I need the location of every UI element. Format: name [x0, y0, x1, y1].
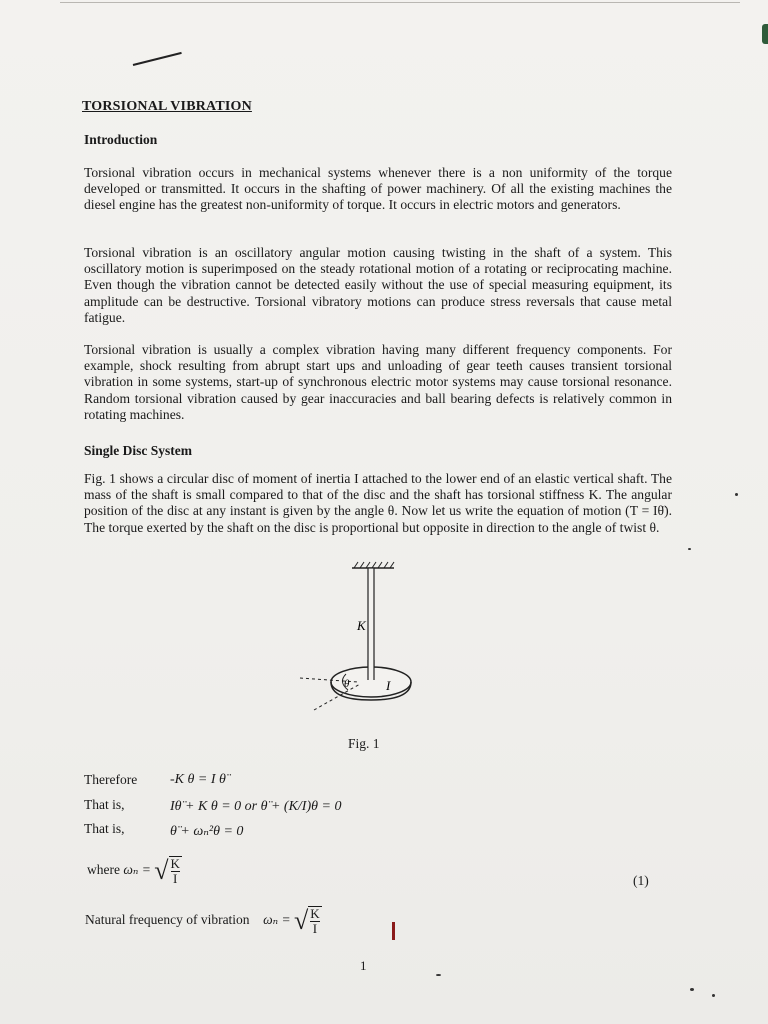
that-is-label-2: That is,	[84, 821, 125, 836]
scan-edge	[60, 2, 740, 3]
that-is-equation-2: θ̈ + ωₙ²θ = 0	[170, 824, 244, 839]
that-is-label-1: That is,	[84, 797, 125, 812]
single-disc-heading: Single Disc System	[84, 443, 192, 458]
label-theta: θ	[344, 678, 350, 690]
where-label: where	[87, 862, 120, 878]
page-number: 1	[360, 958, 367, 973]
red-pen-mark	[392, 922, 395, 940]
label-k: K	[357, 618, 366, 633]
natfreq-label: Natural frequency of vibration	[85, 912, 250, 928]
natfreq-omega-label: ωₙ =	[263, 912, 291, 928]
label-i: I	[386, 678, 391, 693]
intro-paragraph-3: Torsional vibration is usually a complex vibration having many different frequency components. For example, shock resulting from abrupt start ups and unloading of gear teeth causes transient torsional vibration in some systems, start-up of synchronous electric motor systems may cause torsional resonance. Random torsional vibration caused by gear inaccuracies and ball bearing defects is relatively common in rotating machines.	[84, 342, 672, 422]
fig1-disc-diagram	[298, 560, 438, 720]
intro-heading: Introduction	[84, 132, 158, 147]
intro-paragraph-1: Torsional vibration occurs in mechanical systems whenever there is a non uniformity of the torque developed or transmitted. It occurs in the shafting of power machinery. Of all the existing machines the diesel engine has the greatest non-uniformity of torque. It occurs in electric motors and generators.	[84, 165, 672, 213]
that-is-equation-1: Iθ̈ + K θ = 0 or θ̈ + (K/I)θ = 0	[170, 799, 342, 814]
omega-n-label: ωₙ =	[123, 862, 151, 878]
elastic-shaft	[368, 568, 374, 676]
page-title: TORSIONAL VIBRATION	[82, 99, 252, 114]
natural-frequency-equation	[85, 906, 322, 936]
therefore-label: Therefore	[84, 772, 138, 787]
intro-paragraph-2: Torsional vibration is an oscillatory angular motion causing twisting in the shaft of a system. This oscillatory motion is superimposed on the steady rotational motion of a rotating or reciprocating machine. Even though the vibration cannot be detected easily without the use of special measuring equipment, its amplitude can be destructive. Torsional vibratory motions can produce stress reversals that cause metal fatigue.	[84, 245, 672, 325]
scan-speck	[735, 493, 738, 496]
scan-speck	[690, 988, 694, 991]
frac-numerator: K	[170, 856, 180, 871]
natfreq-numerator: K	[310, 906, 320, 921]
single-disc-paragraph: Fig. 1 shows a circular disc of moment of inertia I attached to the lower end of an elastic vertical shaft. The mass of the shaft is small compared to that of the disc and the shaft has torsional stiffness K. The angular position of the disc at any instant is given by the angle θ. Now let us write the equation of motion (T = Iθ̈). The torque exerted by the shaft on the disc is proportional but opposite in direction to the angle of twist θ.	[84, 471, 672, 535]
equation-number: (1)	[633, 873, 649, 888]
fixed-support-hatch	[352, 562, 394, 568]
scan-speck	[712, 994, 715, 997]
pen-mark	[133, 52, 182, 66]
frac-denominator: I	[173, 871, 178, 886]
natfreq-sqrt-k-over-i: √ $\frac{K}{I}$	[293, 906, 320, 936]
sqrt-k-over-i: √ $\frac{K}{I}$	[154, 856, 180, 886]
fig1-caption: Fig. 1	[348, 736, 380, 751]
scan-speck	[688, 548, 691, 550]
where-equation	[87, 856, 182, 886]
binder-mark	[762, 24, 768, 44]
therefore-equation: -K θ = I θ̈	[170, 772, 226, 787]
natfreq-denominator: I	[312, 921, 318, 936]
scan-speck	[436, 974, 441, 976]
